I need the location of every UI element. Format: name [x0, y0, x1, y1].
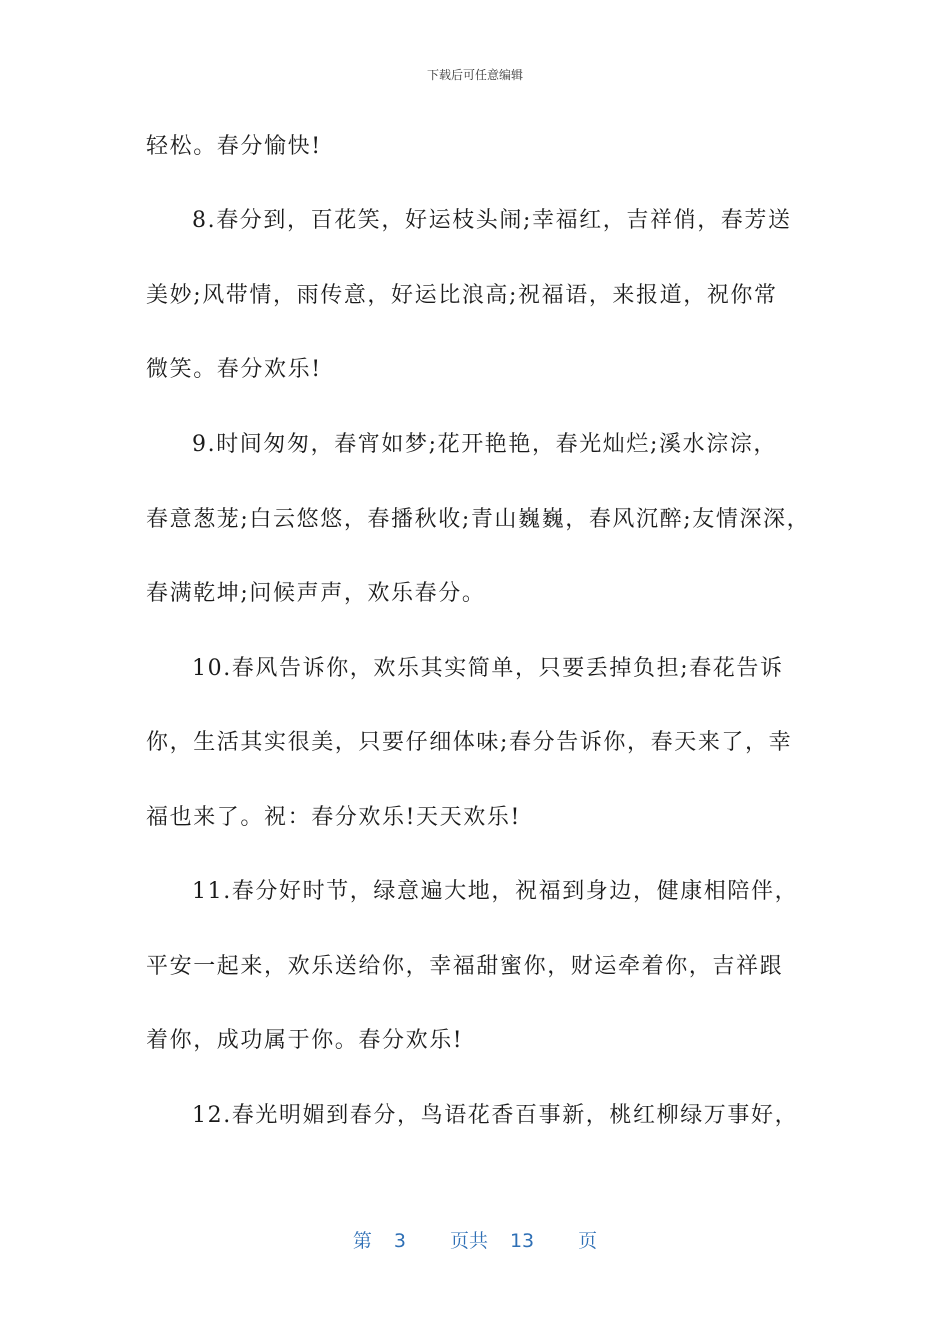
text-line: 轻松。春分愉快! — [146, 134, 322, 159]
text-line: 春意葱茏;白云悠悠，春播秋收;青山巍巍，春风沉醉;友情深深， — [146, 507, 811, 532]
footer-total-pages: 13 — [509, 1230, 535, 1252]
text-line: 8.春分到，百花笑，好运枝头闹;幸福红，吉祥俏，春芳送 — [192, 208, 792, 233]
text-line: 10.春风告诉你，欢乐其实简单，只要丢掉负担;春花告诉 — [192, 656, 784, 681]
text-line: 福也来了。祝：春分欢乐!天天欢乐! — [146, 805, 521, 830]
text-line: 9.时间匆匆，春宵如梦;花开艳艳，春光灿烂;溪水淙淙， — [192, 432, 778, 457]
footer-suffix: 页 — [578, 1230, 598, 1252]
text-line: 平安一起来，欢乐送给你，幸福甜蜜你，财运牵着你，吉祥跟 — [146, 954, 784, 979]
text-line: 12.春光明媚到春分，鸟语花香百事新，桃红柳绿万事好， — [192, 1103, 799, 1128]
footer-page-number: 3 — [393, 1230, 406, 1252]
text-line: 着你，成功属于你。春分欢乐! — [146, 1028, 464, 1053]
page-header: 下载后可任意编辑 — [426, 68, 523, 82]
text-line: 微笑。春分欢乐! — [146, 357, 322, 382]
footer-prefix: 第 — [352, 1230, 372, 1252]
text-line: 春满乾坤;问候声声，欢乐春分。 — [146, 581, 486, 606]
text-line: 你，生活其实很美，只要仔细体味;春分告诉你，春天来了，幸 — [146, 730, 793, 755]
page-footer — [0, 1226, 950, 1253]
footer-middle: 页共 — [449, 1230, 488, 1252]
text-line: 11.春分好时节，绿意遍大地，祝福到身边，健康相陪伴， — [192, 879, 799, 904]
text-line: 美妙;风带情，雨传意，好运比浪高;祝福语，来报道，祝你常 — [146, 283, 778, 308]
